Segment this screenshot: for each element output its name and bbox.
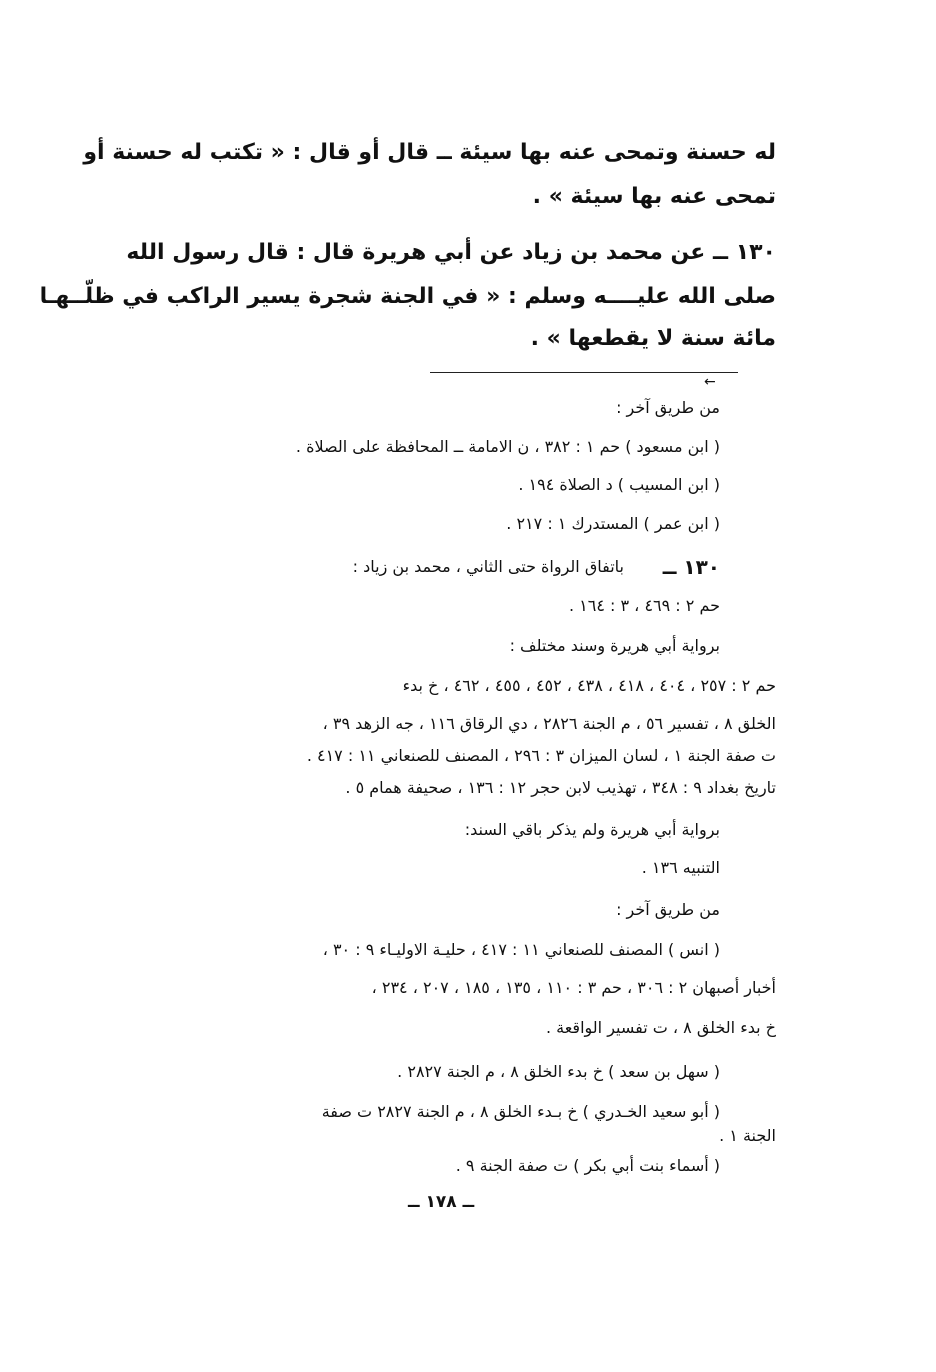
footnote-line: من طريق آخر : xyxy=(616,900,720,919)
footnote-line: باتفاق الرواة حتى الثاني ، محمد بن زياد : xyxy=(352,557,624,576)
footnote-line: من طريق آخر : xyxy=(616,398,720,417)
main-text-line: له حسنة وتمحى عنه بها سيئة ــ قال أو قال : « تكتب له حسنة أو xyxy=(83,140,776,165)
footnote-line: الجنة ١ . xyxy=(719,1126,776,1145)
hadith-text-line: صلى الله عليــــه وسلم : « في الجنة شجرة يسير الراكب في ظلّــهـا xyxy=(39,284,776,309)
footnote-line: ( انس ) المصنف للصنعاني ١١ : ٤١٧ ، حليـة الاوليـاء ٩ : ٣٠ ، xyxy=(322,940,720,959)
footnote-line: خ بدء الخلق ٨ ، ت تفسير الواقعة . xyxy=(545,1018,776,1037)
footnote-line: ( أسماء بنت أبي بكر ) ت صفة الجنة ٩ . xyxy=(455,1156,720,1175)
hadith-number: ١٣٠ ــ xyxy=(662,555,720,579)
footnote-line: حم ٢ : ٤٦٩ ، ٣ : ١٦٤ . xyxy=(568,596,720,615)
page-number: ــ ١٧٨ ــ xyxy=(408,1192,475,1212)
footnote-line: ( ابن عمر ) المستدرك ١ : ٢١٧ . xyxy=(506,514,720,533)
footnote-line: ( سهل بن سعد ) خ بدء الخلق ٨ ، م الجنة ٢٨٢٧ . xyxy=(397,1062,720,1081)
footnote-line: ت صفة الجنة ١ ، لسان الميزان ٣ : ٢٩٦ ، المصنف للصنعاني ١١ : ٤١٧ . xyxy=(306,746,776,765)
footnote-line: الخلق ٨ ، تفسير ٥٦ ، م الجنة ٢٨٢٦ ، دي الرقاق ١١٦ ، جه الزهد ٣٩ ، xyxy=(322,714,776,733)
footnote-line: تاريخ بغداد ٩ : ٣٤٨ ، تهذيب لابن حجر ١٢ : ١٣٦ ، صحيفة همام ٥ . xyxy=(345,778,776,797)
continuation-arrow: ← xyxy=(704,374,716,390)
footnote-line: ( أبو سعيد الخـدري ) خ بـدء الخلق ٨ ، م الجنة ٢٨٢٧ ت صفة xyxy=(321,1102,720,1121)
footnote-line: برواية أبي هريرة ولم يذكر باقي السند: xyxy=(464,820,720,839)
footnote-separator xyxy=(430,372,738,373)
footnote-line: ( ابن مسعود ) حم ١ : ٣٨٢ ، ن الامامة ــ المحافظة على الصلاة . xyxy=(295,437,720,456)
main-text-line: تمحى عنه بها سيئة » . xyxy=(532,184,776,209)
footnote-line: حم ٢ : ٢٥٧ ، ٤٠٤ ، ٤١٨ ، ٤٣٨ ، ٤٥٢ ، ٤٥٥ ، ٤٦٢ ، خ بدء xyxy=(402,676,776,695)
footnote-line: برواية أبي هريرة وسند مختلف : xyxy=(509,636,720,655)
hadith-text-line: ١٣٠ ــ عن محمد بن زياد عن أبي هريرة قال : قال رسول الله xyxy=(126,240,776,265)
footnote-line: أخبار أصبهان ٢ : ٣٠٦ ، حم ٣ : ١١٠ ، ١٣٥ ، ١٨٥ ، ٢٠٧ ، ٢٣٤ ، xyxy=(371,978,776,997)
footnote-line: التنبيه ١٣٦ . xyxy=(641,858,720,877)
hadith-text-line: مائة سنة لا يقطعها » . xyxy=(530,326,776,351)
footnote-line: ( ابن المسيب ) د الصلاة ١٩٤ . xyxy=(518,475,720,494)
